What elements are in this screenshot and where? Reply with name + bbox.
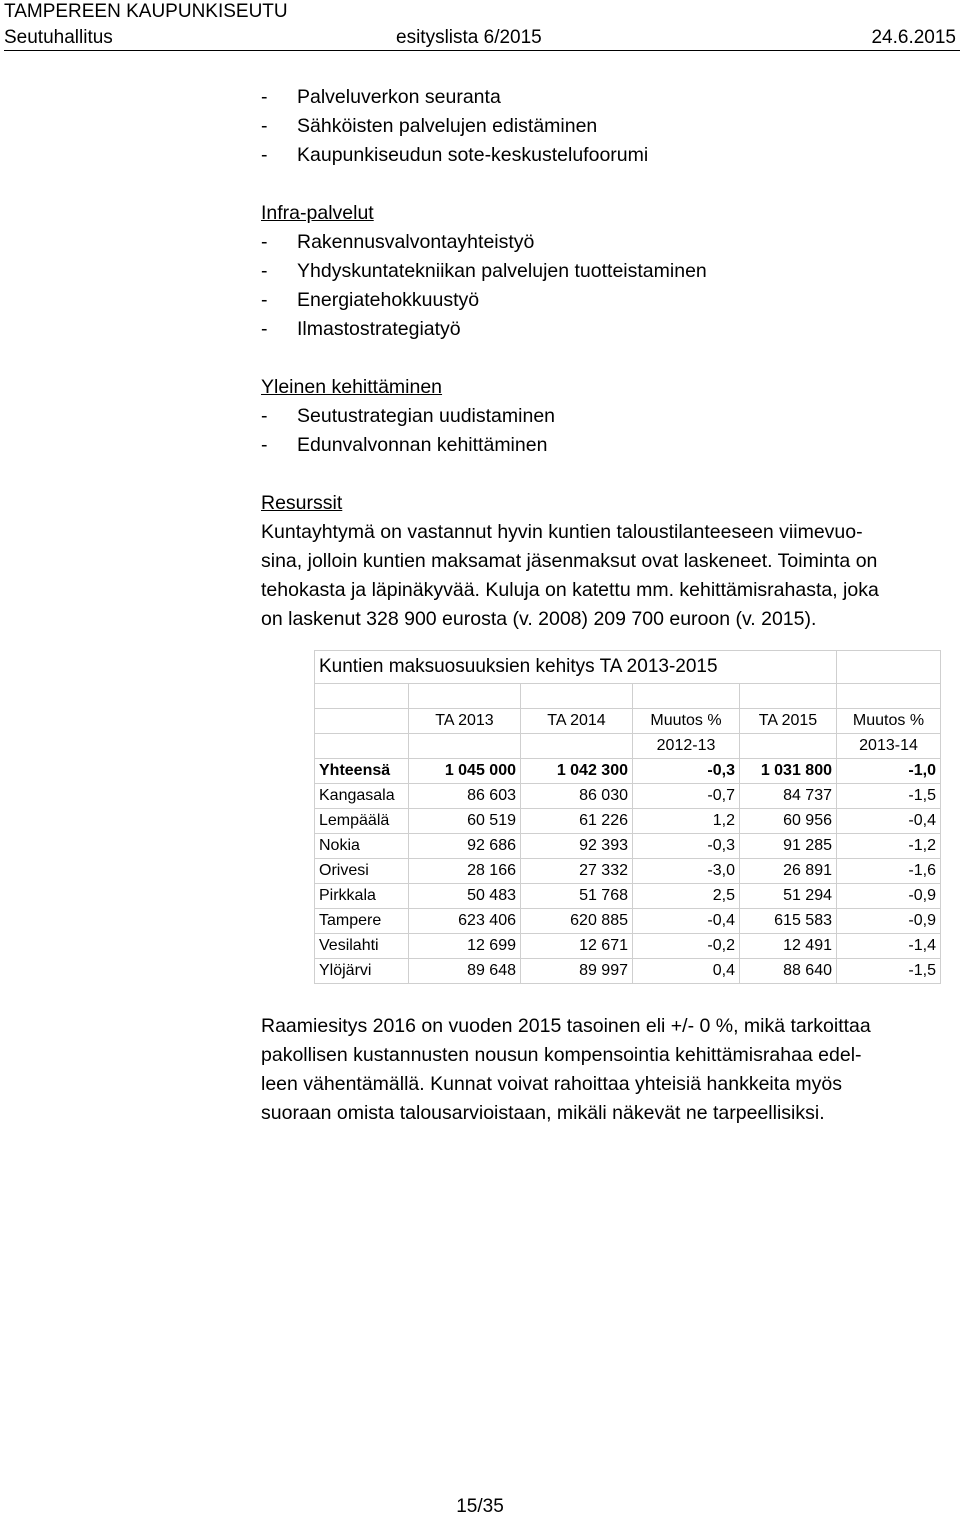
table-empty-row — [315, 684, 941, 709]
table-title: Kuntien maksuosuuksien kehitys TA 2013-2015 — [315, 651, 740, 684]
table-subheader-row — [315, 734, 941, 759]
header-unit: Seutuhallitus — [4, 27, 113, 48]
list-item: - Seutustrategian uudistaminen — [261, 405, 556, 427]
table-total-row: Yhteensä 1 045 000 1 042 300 -0,3 1 031 800 -1,0 — [315, 759, 941, 784]
infra-list — [261, 228, 956, 344]
column-header: TA 2015 — [740, 709, 837, 734]
header-org: TAMPEREEN KAUPUNKISEUTU — [4, 1, 288, 22]
page-header — [4, 0, 956, 52]
header-org-row — [4, 0, 956, 26]
topic-list — [261, 83, 956, 170]
table-header-row — [315, 709, 941, 734]
list-item: - Energiatehokkuustyö — [261, 289, 480, 311]
header-info-row — [4, 26, 956, 52]
table-row: Ylöjärvi 89 648 89 997 0,4 88 640 -1,5 — [315, 959, 941, 984]
section-title-resources: Resurssit — [261, 492, 343, 514]
list-item: - Yhdyskuntatekniikan palvelujen tuotteistaminen — [261, 260, 707, 282]
page-number: 15/35 — [456, 1496, 504, 1517]
list-item: - Sähköisten palvelujen edistäminen — [261, 115, 598, 137]
fee-table-container — [314, 650, 941, 984]
column-subheader: 2012-13 — [633, 734, 740, 759]
table-row: Orivesi 28 166 27 332 -3,0 26 891 -1,6 — [315, 859, 941, 884]
table-row: Kangasala 86 603 86 030 -0,7 84 737 -1,5 — [315, 784, 941, 809]
closing-paragraph: Raamiesitys 2016 on vuoden 2015 tasoinen eli +/- 0 %, mikä tarkoittaa pakollisen kustannusten nousun kompensointia kehittämisrahaa edel- leen vähentämällä. Kunnat voivat rahoittaa yhteisiä hankkeita myös suoraan omista talousarvioistaan, mikäli näkevät ne tarpeellisiksi. — [261, 1015, 871, 1124]
table-row: Lempäälä 60 519 61 226 1,2 60 956 -0,4 — [315, 809, 941, 834]
list-item: - Ilmastostrategiatyö — [261, 318, 461, 340]
header-date: 24.6.2015 — [871, 27, 956, 48]
list-item: - Edunvalvonnan kehittäminen — [261, 434, 548, 456]
general-list — [261, 402, 956, 460]
header-document: esityslista 6/2015 — [396, 27, 542, 48]
table-row: Vesilahti 12 699 12 671 -0,2 12 491 -1,4 — [315, 934, 941, 959]
resources-paragraph: Kuntayhtymä on vastannut hyvin kuntien taloustilanteeseen viimevuo- sina, jolloin kuntien maksamat jäsenmaksut ovat laskeneet. Toiminta on tehokasta ja läpinäkyvää. Kuluja on katettu mm. kehittämisrahasta, joka on laskenut 328 900 eurosta (v. 2008) 209 700 euroon (v. 2015). — [261, 521, 879, 630]
section-title-infra: Infra-palvelut — [261, 202, 374, 224]
list-item: - Kaupunkiseudun sote-keskustelufoorumi — [261, 144, 649, 166]
column-subheader: 2013-14 — [837, 734, 941, 759]
list-item: - Palveluverkon seuranta — [261, 86, 501, 108]
table-title-row — [315, 651, 941, 684]
column-header: Muutos % — [837, 709, 941, 734]
column-header: TA 2013 — [409, 709, 521, 734]
column-header: Muutos % — [633, 709, 740, 734]
table-row: Nokia 92 686 92 393 -0,3 91 285 -1,2 — [315, 834, 941, 859]
table-row: Pirkkala 50 483 51 768 2,5 51 294 -0,9 — [315, 884, 941, 909]
list-item: - Rakennusvalvontayhteistyö — [261, 231, 535, 253]
fee-table — [314, 650, 941, 984]
main-content — [261, 83, 956, 634]
table-row: Tampere 623 406 620 885 -0,4 615 583 -0,9 — [315, 909, 941, 934]
section-title-general: Yleinen kehittäminen — [261, 376, 443, 398]
column-header: TA 2014 — [521, 709, 633, 734]
header-divider — [4, 50, 960, 51]
